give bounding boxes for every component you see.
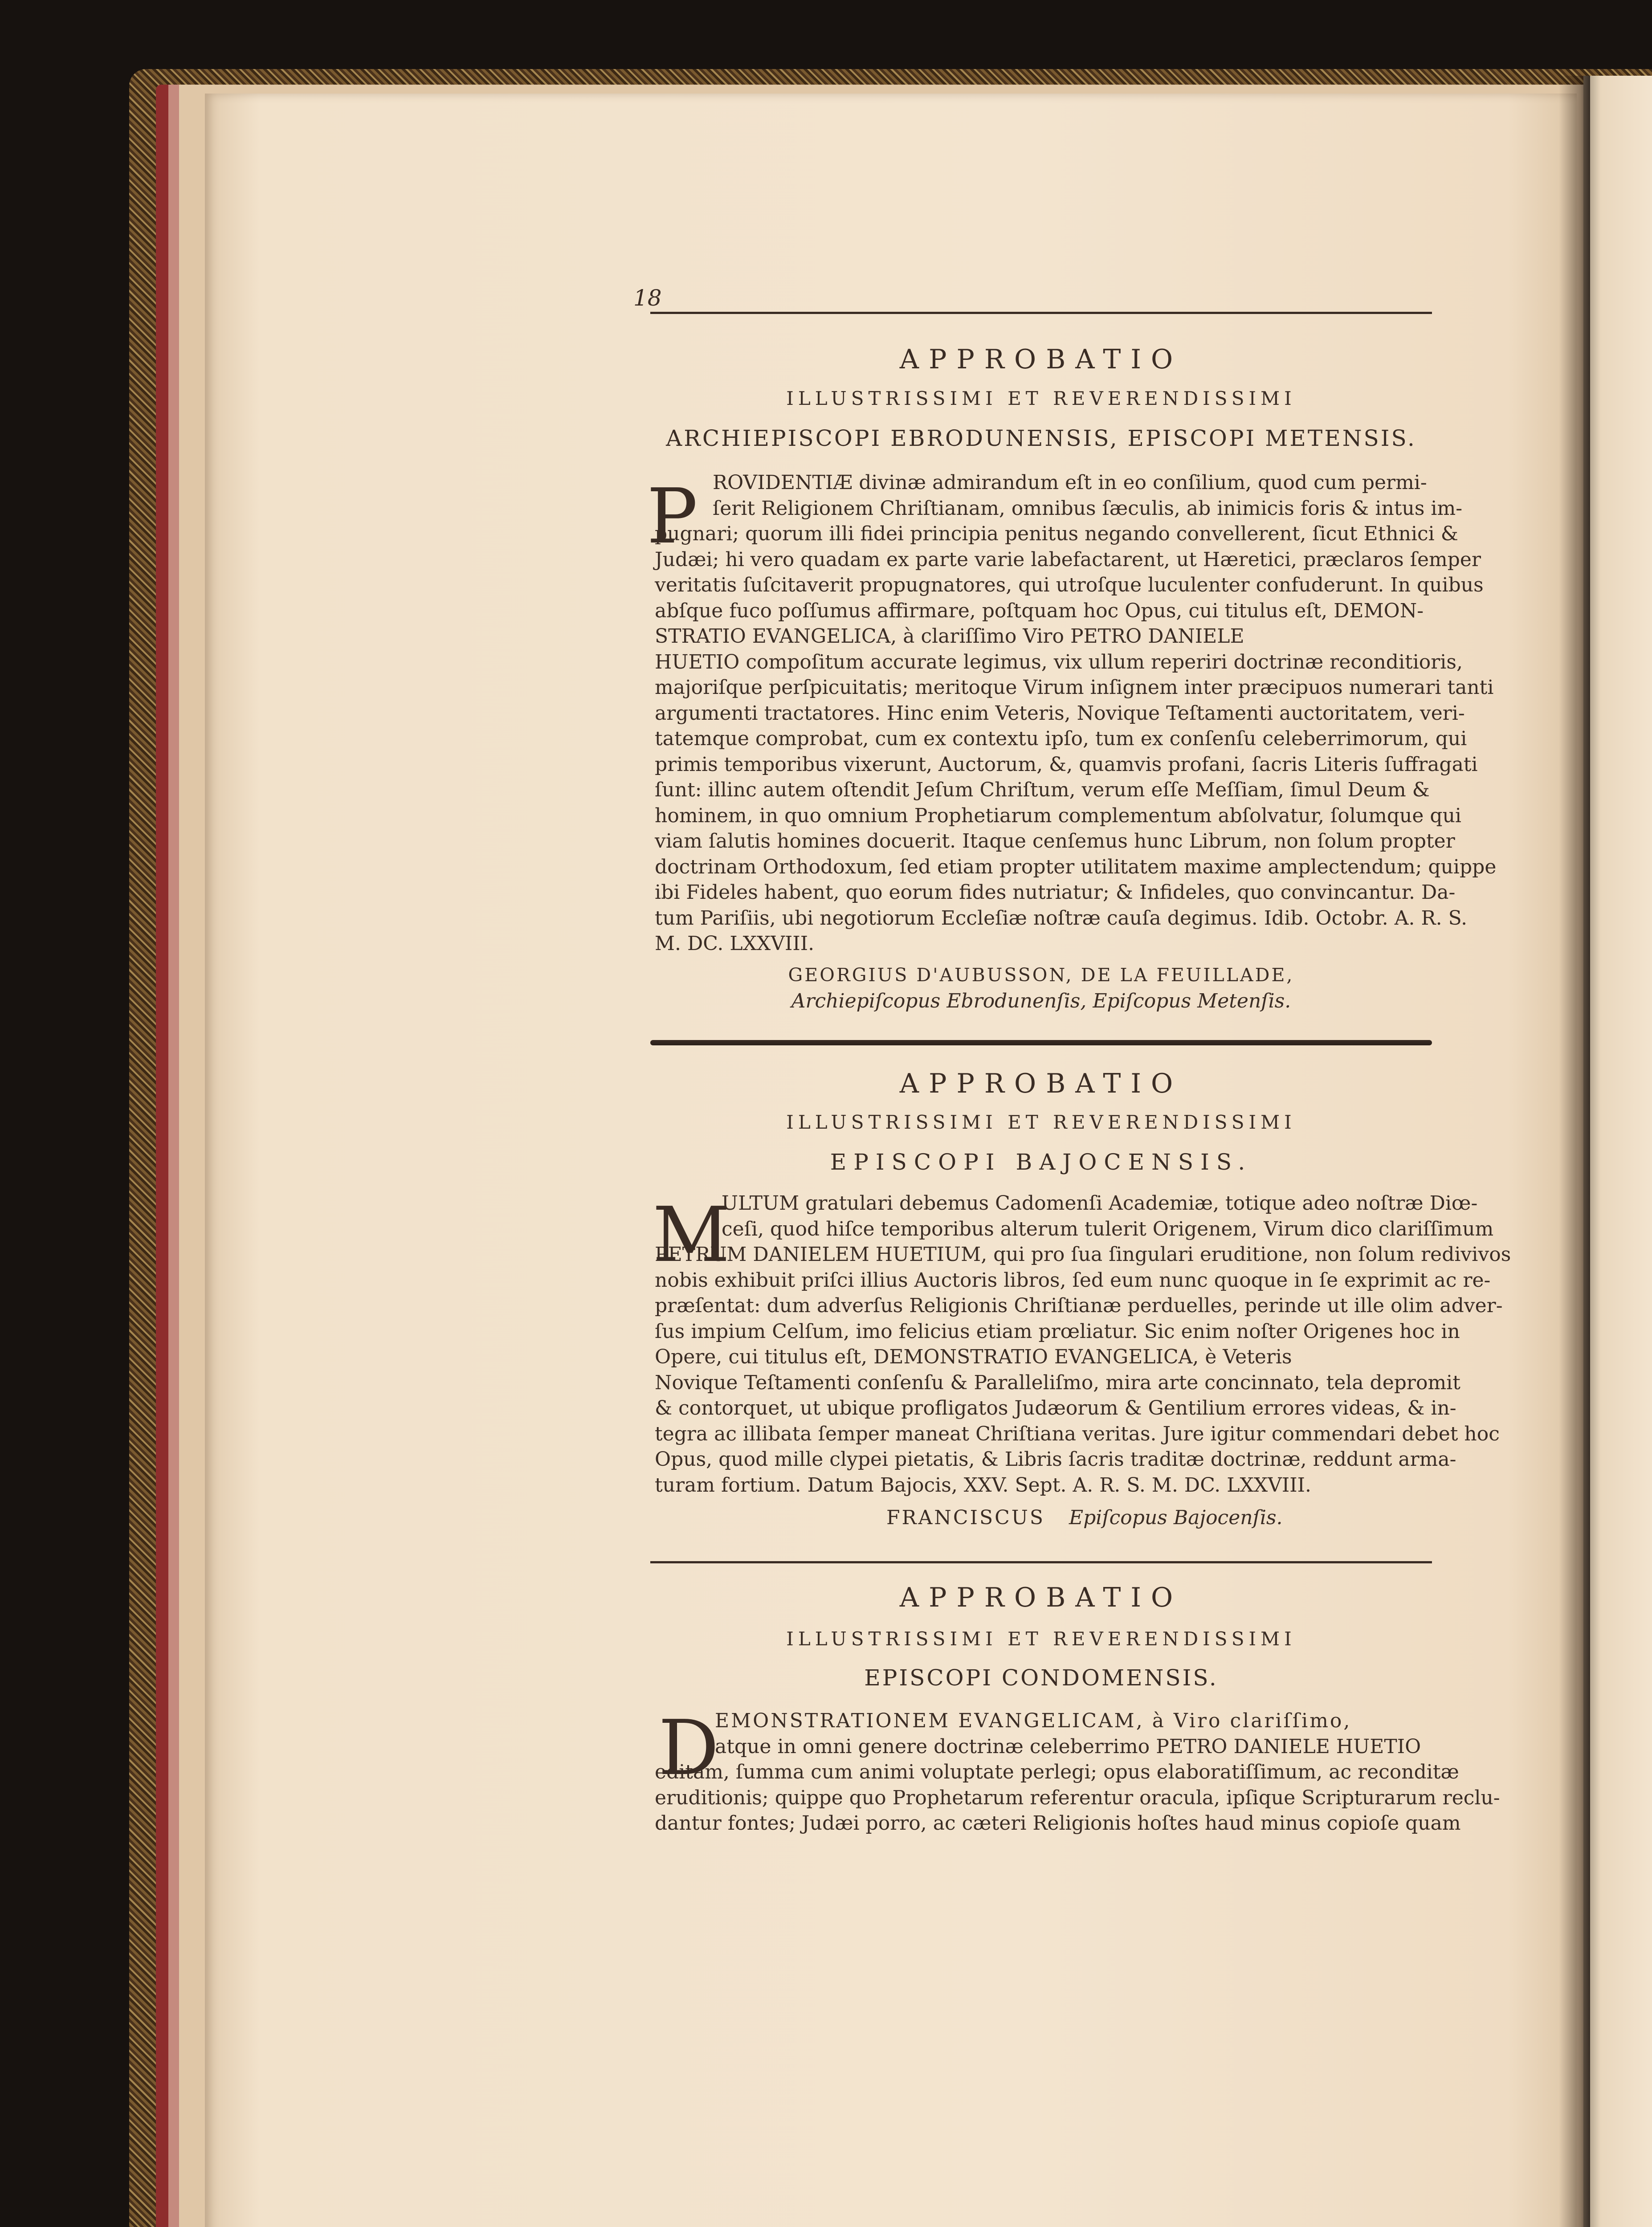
text-line: ceſi, quod hiſce temporibus alterum tulerit Origenem, Virum dico clariſſimum [722,1217,1494,1240]
text-line: doctrinam Orthodoxum, ſed etiam propter utilitatem maxime amplectendum; quippe [655,855,1497,878]
text-line: majoriſque perſpicuitatis; meritoque Virum inſignem inter præcipuos numerari tanti [655,676,1494,699]
page-number: 18 [633,285,662,311]
section-1-heading: ARCHIEPISCOPI EBRODUNENSIS, EPISCOPI METENSIS. [666,425,1416,451]
text-line: Judæi; hi vero quadam ex parte varie labefactarent, ut Hæretici, præclaros ſemper [655,548,1481,571]
text-line: Opere, cui titulus eſt, DEMONSTRATIO EVANGELICA, è Veteris [655,1346,1292,1368]
text-line: primis temporibus vixerunt, Auctorum, &, quamvis profani, ſacris Literis ſuffragati [655,753,1478,776]
text-line: abſque fuco poſſumus affirmare, poſtquam hoc Opus, cui titulus eſt, DEMON- [655,599,1424,622]
text-line: pugnari; quorum illi fidei principia penitus negando convellerent, ſicut Ethnici & [655,522,1458,545]
text-line: turam fortium. Datum Bajocis, XXV. Sept. A. R. S. M. DC. LXXVIII. [655,1473,1312,1497]
section-1-subtitle: ILLUSTRISSIMI ET REVERENDISSIMI [786,387,1296,409]
section-2-body [655,1191,1511,1498]
text-line: ſunt: illinc autem oſtendit Jeſum Chriſtum, verum eſſe Meſſiam, ſimul Deum & [655,779,1430,801]
section-3-body [655,1704,1500,1836]
text-line: atque in omni genere doctrinæ celeberrimo PETRO DANIELE HUETIO [715,1735,1421,1758]
section-1-drop-cap: P [647,473,698,561]
top-rule [650,312,1432,314]
text-line: argumenti tractatores. Hinc enim Veteris, Novique Teſtamenti auctoritatem, veri- [655,702,1465,725]
text-line: ſerit Religionem Chriſtianam, omnibus ſæculis, ab inimicis foris & intus im- [713,497,1463,520]
text-line: STRATIO EVANGELICA, à clariſſimo Viro PETRO DANIELE [655,625,1244,648]
section-3-heading: EPISCOPI CONDOMENSIS. [864,1665,1218,1691]
facing-page-edge [1583,76,1652,2227]
section-2-signature-title: Epiſcopus Bajocenſis. [1069,1506,1283,1529]
section-2-heading: EPISCOPI BAJOCENSIS. [830,1149,1252,1175]
text-line: M. DC. LXXVIII. [655,932,815,955]
text-line: HUETIO compoſitum accurate legimus, vix ullum reperiri doctrinæ reconditioris, [655,650,1463,673]
text-line: Novique Teſtamenti conſenſu & Paralleliſmo, mira arte concinnato, tela depromit [655,1371,1460,1394]
section-1-title: APPROBATIO [899,344,1183,375]
text-line: editam, ſumma cum animi voluptate perlegi; opus elaboratiſſimum, ac reconditæ [655,1761,1459,1783]
text-line: ROVIDENTIÆ divinæ admirandum eſt in eo conſilium, quod cum permi- [713,471,1427,494]
section-3-drop-cap: D [658,1704,719,1792]
text-line: tegra ac illibata ſemper maneat Chriſtiana veritas. Jure igitur commendari debet hoc [655,1422,1500,1445]
text-line: dantur fontes; Judæi porro, ac cæteri Religionis hoſtes haud minus copioſe quam [655,1812,1461,1835]
section-1-body [655,470,1497,957]
text-line: præſentat: dum adverſus Religionis Chriſtianæ perduelles, perinde ut ille olim adver- [655,1294,1503,1317]
section-1-signature-name: GEORGIUS D'AUBUSSON, DE LA FEUILLADE, [788,964,1294,986]
section-2-title: APPROBATIO [899,1068,1183,1099]
section-1-signature-title: Archiepiſcopus Ebrodunenſis, Epiſcopus Metenſis. [791,990,1291,1012]
text-line: tum Pariſiis, ubi negotiorum Eccleſiæ noſtræ cauſa degimus. Idib. Octobr. A. R. S. [655,906,1468,930]
section-3-subtitle: ILLUSTRISSIMI ET REVERENDISSIMI [786,1628,1296,1650]
text-line: ULTUM gratulari debemus Cadomenſi Academiæ, totique adeo noſtræ Diœ- [722,1192,1478,1215]
text-line: ibi Fideles habent, quo eorum fides nutriatur; & Infideles, quo convincantur. Da- [655,881,1456,904]
text-line: eruditionis; quippe quo Prophetarum referentur oracula, ipſique Scripturarum reclu- [655,1786,1500,1809]
text-line: EMONSTRATIONEM EVANGELICAM, à Viro clariſſimo, [715,1709,1352,1732]
text-line: ſus impium Celſum, imo felicius etiam prœliatur. Sic enim noſter Origenes hoc in [655,1320,1460,1343]
section-2-drop-cap: M [653,1191,730,1279]
gutter-shadow [1559,76,1590,2227]
section-rule [650,1561,1432,1563]
section-2-signature [886,1506,1283,1529]
text-line: nobis exhibuit priſci illius Auctoris libros, ſed eum nunc quoque in ſe exprimit ac re- [655,1268,1491,1292]
text-line: Opus, quod mille clypei pietatis, & Libris ſacris traditæ doctrinæ, reddunt arma- [655,1448,1456,1471]
section-2-signature-name: FRANCISCUS [886,1506,1045,1529]
text-line: viam ſalutis homines docuerit. Itaque cenſemus hunc Librum, non ſolum propter [655,830,1455,852]
text-line: & contorquet, ut ubique profligatos Judæorum & Gentilium errores videas, & in- [655,1397,1456,1419]
text-line: hominem, in quo omnium Prophetiarum complementum abſolvatur, ſolumque qui [655,804,1461,827]
text-line: tatemque comprobat, cum ex contextu ipſo, tum ex conſenſu celeberrimorum, qui [655,727,1467,750]
text-line: PETRUM DANIELEM HUETIUM, qui pro ſua ſingulari eruditione, non ſolum redivivos [655,1243,1511,1266]
section-3-title: APPROBATIO [899,1582,1183,1613]
text-line: veritatis ſuſcitaverit propugnatores, qui utroſque luculenter confuderunt. In quibus [655,574,1484,596]
ornamental-rule [650,1040,1432,1045]
section-2-subtitle: ILLUSTRISSIMI ET REVERENDISSIMI [786,1111,1296,1133]
